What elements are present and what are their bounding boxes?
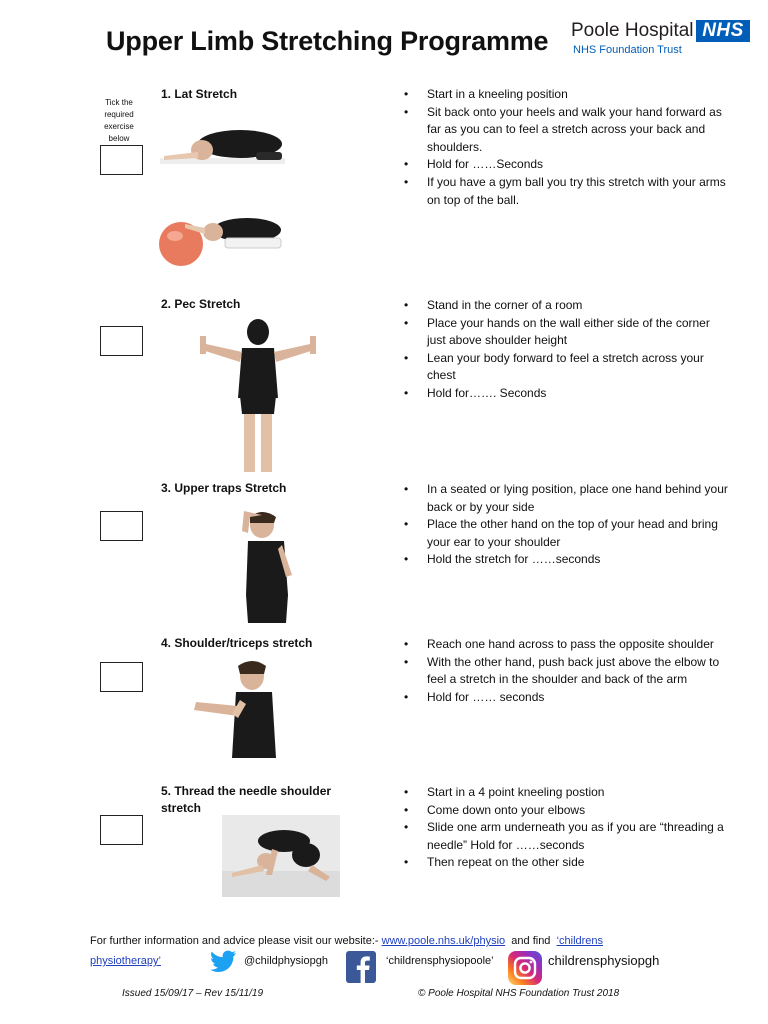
exercise-3-step: • Place the other hand on the top of your head and bring your ear to your shoulder bbox=[404, 516, 729, 551]
childrens-physio-link-part1[interactable]: ‘childrens bbox=[556, 935, 604, 947]
exercise-5-step: • Come down onto your elbows bbox=[404, 802, 729, 820]
tickbox-thread-needle-stretch[interactable] bbox=[100, 815, 143, 845]
twitter-handle[interactable]: @childphysiopgh bbox=[244, 955, 328, 967]
exercise-5-step: • Start in a 4 point kneeling postion bbox=[404, 784, 729, 802]
tickbox-pec-stretch[interactable] bbox=[100, 326, 143, 356]
exercise-4-step: • Hold for …… seconds bbox=[404, 689, 729, 707]
footer-info-text: For further information and advice please visit our website:- bbox=[90, 935, 379, 947]
exercise-5-steps bbox=[404, 784, 729, 872]
exercise-4-title: 4. Shoulder/triceps stretch bbox=[161, 636, 313, 650]
exercise-3-step: • Hold the stretch for ……seconds bbox=[404, 551, 729, 569]
nhs-mark: NHS bbox=[696, 20, 750, 42]
exercise-4-step: • Reach one hand across to pass the opposite shoulder bbox=[404, 636, 729, 654]
facebook-page-name[interactable]: ‘childrensphysiopoole’ bbox=[386, 955, 494, 967]
twitter-icon[interactable] bbox=[210, 949, 238, 976]
tickbox-upper-traps-stretch[interactable] bbox=[100, 511, 143, 541]
logo-organisation: Poole Hospital bbox=[571, 20, 694, 41]
footer-info bbox=[90, 935, 603, 947]
exercise-5-step: • Slide one arm underneath you as if you are “threading a needle” Hold for ……seconds bbox=[404, 819, 729, 854]
pec-stretch-photo bbox=[198, 318, 318, 478]
social-row bbox=[90, 953, 690, 989]
exercise-1-title: 1. Lat Stretch bbox=[161, 87, 238, 101]
thread-needle-stretch-photo bbox=[222, 815, 340, 897]
exercise-2-step: • Lean your body forward to feel a stretch across your chest bbox=[404, 350, 729, 385]
exercise-3-steps bbox=[404, 481, 729, 569]
exercise-5-step: • Then repeat on the other side bbox=[404, 854, 729, 872]
exercise-1-step: • Start in a kneeling position bbox=[404, 86, 729, 104]
exercise-3-step: • In a seated or lying position, place one hand behind your back or by your side bbox=[404, 481, 729, 516]
exercise-2-step: • Stand in the corner of a room bbox=[404, 297, 729, 315]
upper-traps-stretch-photo bbox=[232, 505, 302, 625]
instagram-handle[interactable]: childrensphysiopgh bbox=[548, 953, 660, 968]
exercise-1-step: • Hold for ……Seconds bbox=[404, 156, 729, 174]
poole-hospital-logo bbox=[571, 18, 751, 58]
shoulder-triceps-stretch-photo bbox=[192, 658, 287, 758]
lat-stretch-photo bbox=[160, 112, 285, 172]
issue-date: Issued 15/09/17 – Rev 15/11/19 bbox=[122, 988, 264, 999]
exercise-2-step: • Place your hands on the wall either side of the corner just above shoulder height bbox=[404, 315, 729, 350]
copyright-notice: © Poole Hospital NHS Foundation Trust 2018 bbox=[418, 988, 620, 999]
exercise-3-title: 3. Upper traps Stretch bbox=[161, 481, 287, 495]
page-title: Upper Limb Stretching Programme bbox=[106, 26, 549, 56]
facebook-icon[interactable] bbox=[346, 951, 376, 983]
exercise-1-step: • If you have a gym ball you try this stretch with your arms on top of the ball. bbox=[404, 174, 729, 209]
tickbox-lat-stretch[interactable] bbox=[100, 145, 143, 175]
lat-stretch-gym-ball-photo bbox=[155, 206, 285, 268]
exercise-5-title: 5. Thread the needle shoulder stretch bbox=[161, 784, 332, 815]
footer-find-text: and find bbox=[511, 935, 551, 947]
tick-instruction: Tick the required exercise below bbox=[104, 98, 134, 143]
tickbox-shoulder-triceps-stretch[interactable] bbox=[100, 662, 143, 692]
exercise-2-step: • Hold for……. Seconds bbox=[404, 385, 729, 403]
exercise-2-steps bbox=[404, 297, 729, 403]
instagram-icon[interactable] bbox=[508, 951, 542, 985]
exercise-4-step: • With the other hand, push back just above the elbow to feel a stretch in the shoulder and back of the arm bbox=[404, 654, 729, 689]
exercise-1-steps bbox=[404, 86, 729, 209]
childrens-physio-link-part2[interactable]: physiotherapy’ bbox=[90, 955, 161, 967]
exercise-2-title: 2. Pec Stretch bbox=[161, 297, 241, 311]
exercise-1-step: • Sit back onto your heels and walk your hand forward as far as you can to feel a stretch across your back and shoulders. bbox=[404, 104, 729, 157]
logo-trust: NHS Foundation Trust bbox=[573, 44, 682, 56]
exercise-4-steps bbox=[404, 636, 729, 706]
website-link[interactable]: www.poole.nhs.uk/physio bbox=[381, 935, 506, 947]
